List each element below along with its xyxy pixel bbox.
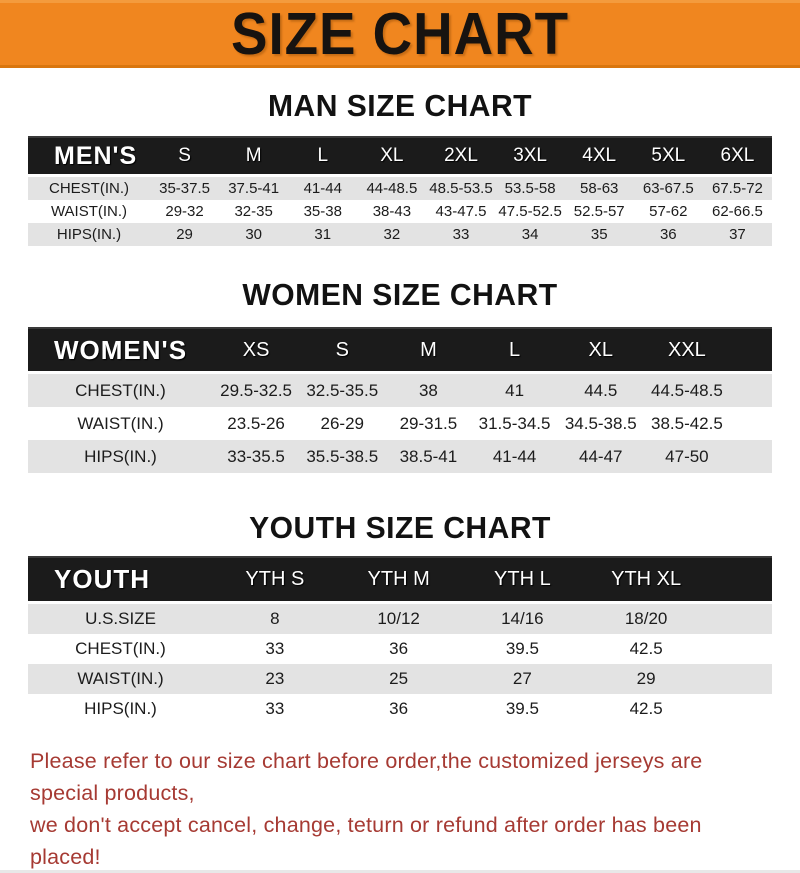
size-value: 62-66.5 [712,203,763,220]
size-value: 35-37.5 [159,180,210,197]
size-column-header: YTH M [367,568,430,590]
size-value: 42.5 [629,639,663,658]
size-column-header: XS [242,338,270,361]
size-value: 14/16 [501,609,544,628]
size-value: 38 [418,380,438,400]
size-value: 41-44 [303,180,342,197]
size-column-header: XXL [668,338,706,361]
men-table-title: MEN'S [54,141,138,170]
size-value: 37 [729,226,746,243]
men-waist-row [28,200,772,223]
size-value: 34 [521,226,539,243]
men-size-table [28,136,772,246]
size-value: 39.5 [505,699,539,718]
women-table-header-row [28,327,772,371]
row-label: U.S.SIZE [85,609,156,628]
size-column-header: S [335,338,349,361]
youth-table-title: YOUTH [54,564,150,594]
size-column-header: M [245,145,262,166]
size-value: 35 [590,226,608,243]
size-value: 33-35.5 [227,446,285,466]
row-label: HIPS(IN.) [84,446,157,466]
size-value: 38.5-41 [399,446,458,466]
order-disclaimer [30,745,770,873]
size-column-header: L [317,145,329,166]
size-value: 18/20 [624,609,668,628]
row-label: HIPS(IN.) [56,226,122,243]
size-value: 44.5 [584,380,618,400]
size-value: 44.5-48.5 [650,380,723,400]
size-value: 29 [636,669,656,688]
size-value: 29-31.5 [399,413,458,433]
size-value: 63-67.5 [642,180,694,197]
size-value: 43-47.5 [435,203,487,220]
size-value: 37.5-41 [228,180,280,197]
youth-size-table [28,556,772,724]
size-column-header: 5XL [651,145,686,166]
size-value: 33 [265,639,285,658]
disclaimer-line-1: Please refer to our size chart before order,the customized jerseys are special products, [30,749,703,805]
size-value: 30 [245,226,262,243]
youth-hips-row [28,694,772,724]
size-value: 57-62 [649,203,688,220]
size-value: 27 [512,669,532,688]
size-value: 34.5-38.5 [564,413,637,433]
size-value: 29 [176,226,193,243]
size-value: 26-29 [320,413,364,433]
youth-chest-row [28,634,772,664]
size-value: 47.5-52.5 [498,203,562,220]
men-chest-row [28,177,772,200]
women-size-table [28,327,772,473]
size-column-header: 4XL [582,145,617,166]
size-value: 38.5-42.5 [650,413,723,433]
size-value: 32 [383,226,401,243]
women-hips-row [28,440,772,473]
row-label: CHEST(IN.) [75,639,166,658]
size-value: 48.5-53.5 [429,180,493,197]
size-column-header: YTH S [245,568,305,590]
size-value: 29.5-32.5 [220,380,292,400]
size-value: 47-50 [665,446,709,466]
size-column-header: S [178,145,191,166]
women-table-title: WOMEN'S [54,334,188,365]
size-value: 32.5-35.5 [306,380,379,400]
size-value: 53.5-58 [504,180,556,197]
size-column-header: M [420,338,437,361]
men-hips-row [28,223,772,246]
size-value: 39.5 [505,639,539,658]
size-value: 44-48.5 [366,180,418,197]
size-column-header: XL [588,338,613,361]
size-value: 33 [265,699,285,718]
row-label: WAIST(IN.) [77,669,164,688]
size-value: 67.5-72 [712,180,763,197]
youth-table-header-row [28,556,772,601]
size-value: 36 [659,226,677,243]
size-value: 58-63 [580,180,619,197]
size-value: 44-47 [579,446,623,466]
size-column-header: 3XL [513,145,547,166]
size-value: 35.5-38.5 [306,446,379,466]
size-column-header: YTH XL [611,568,682,590]
size-column-header: 2XL [444,145,478,166]
size-value: 10/12 [377,609,420,628]
row-label: WAIST(IN.) [50,203,128,220]
banner-title: SIZE CHART [231,0,569,68]
size-value: 33 [452,226,470,243]
size-value: 29-32 [165,203,204,220]
size-value: 52.5-57 [573,203,625,220]
size-column-header: XL [380,145,404,166]
men-section-heading: MAN SIZE CHART [267,88,533,123]
size-value: 35-38 [303,203,342,220]
size-value: 8 [270,609,280,628]
size-value: 32-35 [234,203,273,220]
size-column-header: YTH L [494,568,551,590]
youth-ussize-row [28,604,772,634]
row-label: HIPS(IN.) [84,699,157,718]
size-value: 23 [265,669,285,688]
size-value: 42.5 [629,699,663,718]
size-column-header: L [509,338,521,361]
size-value: 25 [389,669,409,688]
size-value: 31 [314,226,332,243]
size-value: 31.5-34.5 [478,413,551,433]
row-label: WAIST(IN.) [77,413,164,433]
size-value: 36 [389,699,409,718]
size-value: 41-44 [492,446,537,466]
disclaimer-line-2: we don't accept cancel, change, teturn or refund after order has been placed! [30,813,702,869]
size-column-header: 6XL [720,145,755,166]
women-chest-row [28,374,772,407]
men-table-header-row [28,136,772,174]
size-value: 36 [389,639,409,658]
women-waist-row [28,407,772,440]
size-value: 23.5-26 [227,413,285,433]
youth-waist-row [28,664,772,694]
row-label: CHEST(IN.) [49,180,129,197]
size-value: 41 [505,380,525,400]
size-value: 38-43 [372,203,412,220]
size-chart-banner [0,0,800,68]
women-section-heading: WOMEN SIZE CHART [242,277,558,312]
row-label: CHEST(IN.) [75,380,166,400]
youth-section-heading: YOUTH SIZE CHART [249,510,551,545]
